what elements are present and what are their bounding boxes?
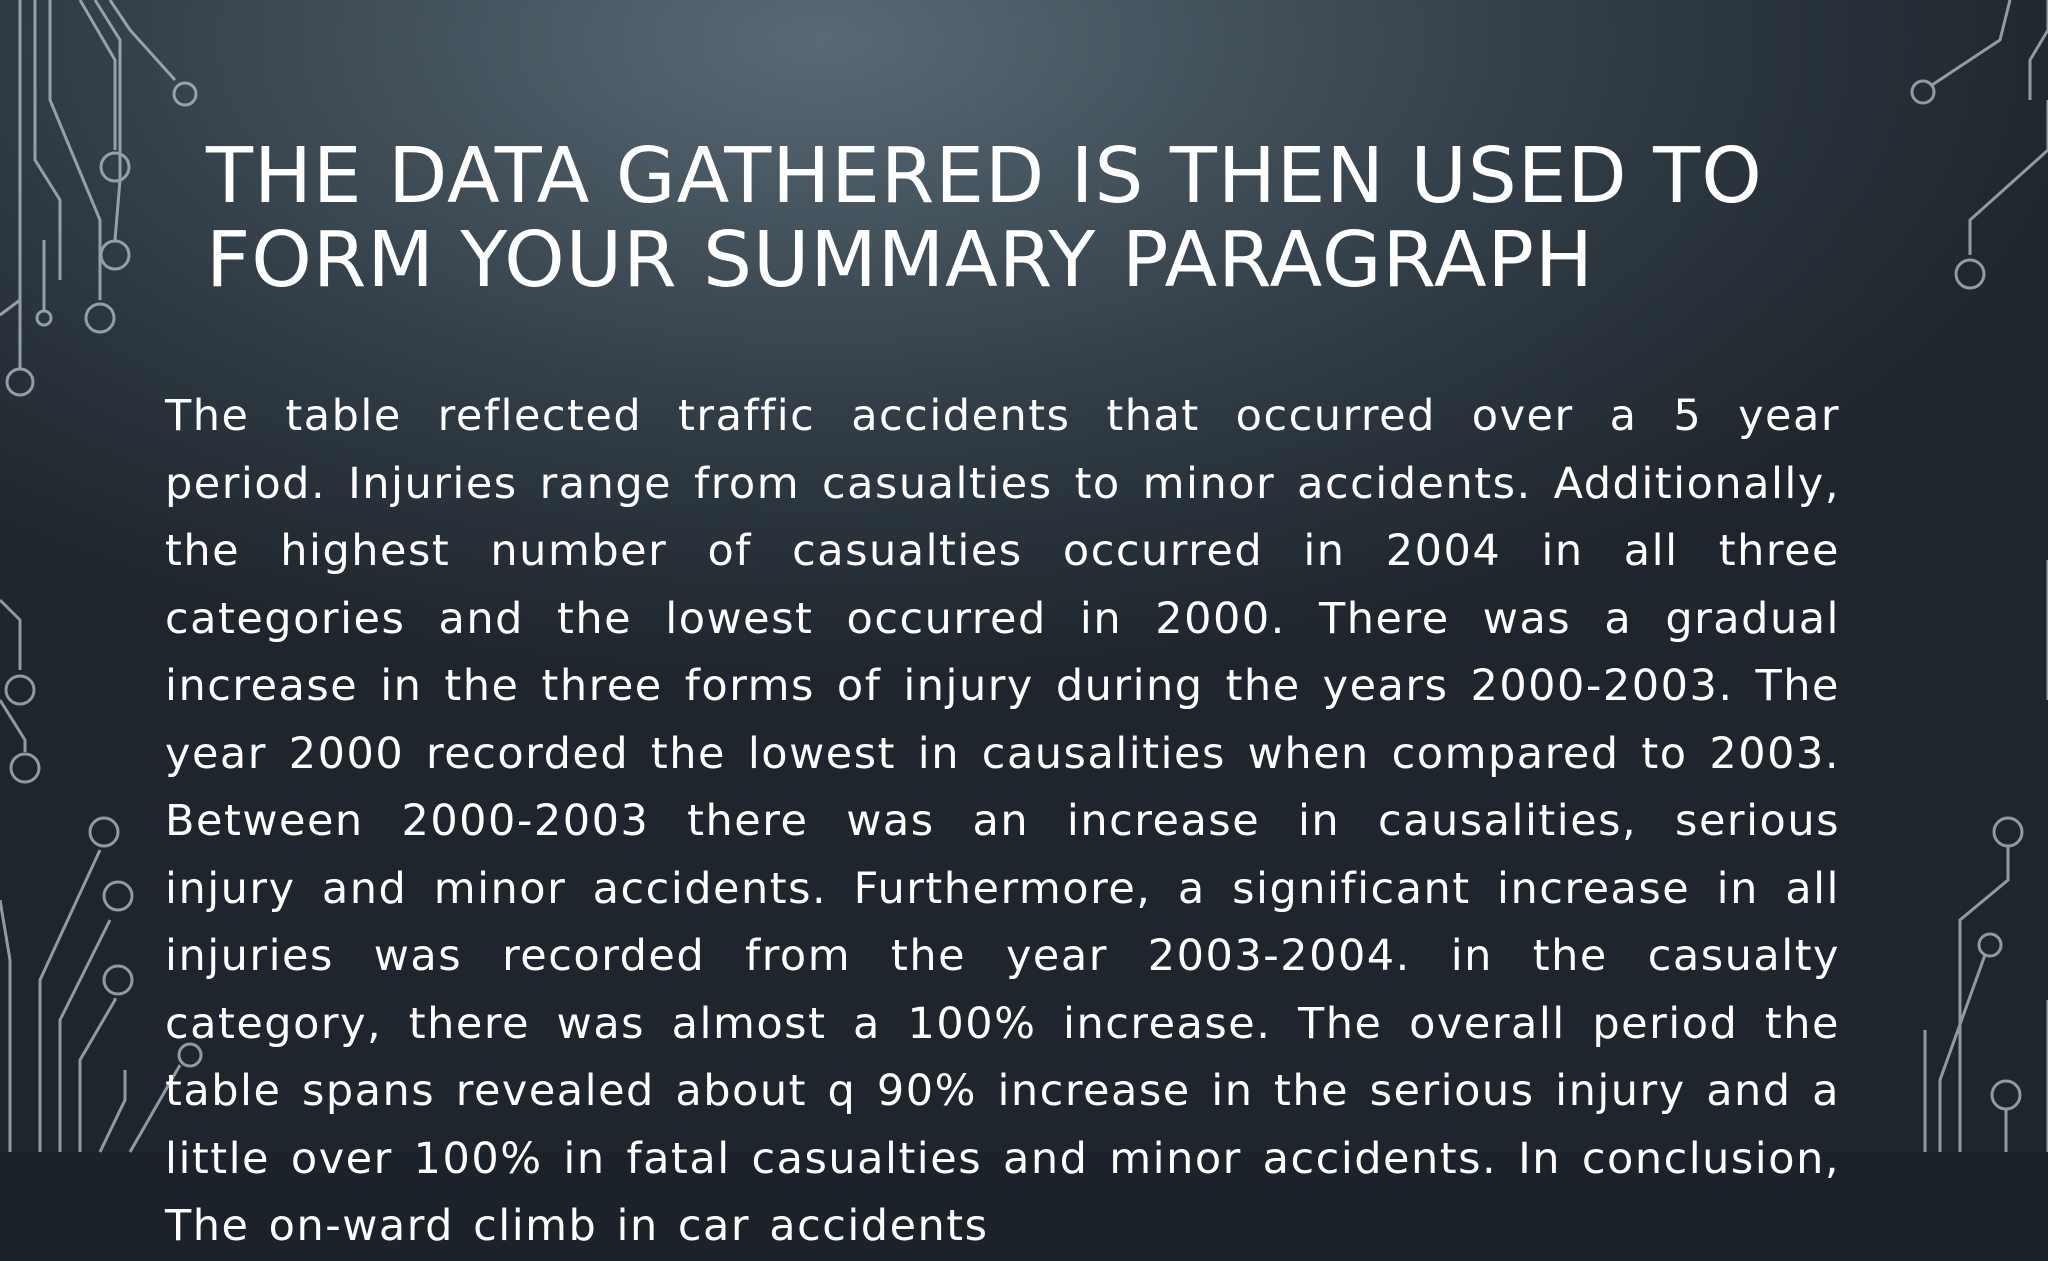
slide-title: THE DATA GATHERED IS THEN USED TO FORM YOUR SUMMARY PARAGRAPH <box>206 132 1763 305</box>
summary-paragraph: The table reflected traffic accidents that occurred over a 5 year period. Injuries range from casualties to minor accidents. Additionally, the highest number of casualties occurred in 2004 in all three categories and the lowest occurred in 2000. There was a gradual increase in the three forms of injury during the years 2000-2003. The year 2000 recorded the lowest in causalities when compared to 2003. Between 2000-2003 there was an increase in causalities, serious injury and minor accidents. Furthermore, a significant increase in all injuries was recorded from the year 2003-2004. in the casualty category, there was almost a 100% increase. The overall period the table spans revealed about q 90% increase in the serious injury and a little over 100% in fatal casualties and minor accidents. In conclusion, The on-ward climb in car accidents <box>165 391 1840 1251</box>
